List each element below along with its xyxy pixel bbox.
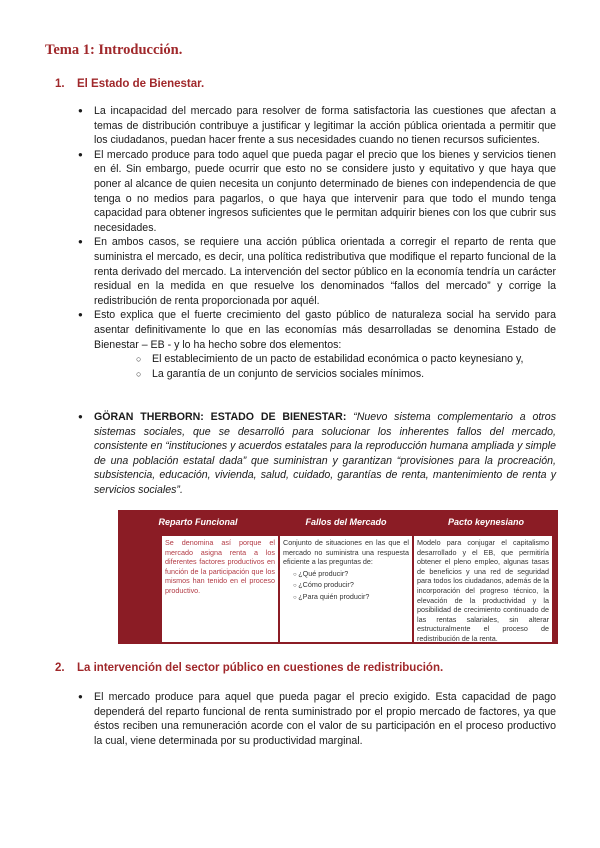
bullet-item: ● La incapacidad del mercado para resolver de forma satisfactoria las cuestiones que afectan a temas de distribución contribuye a justificar y legitimar la acción pública orientada a permitir que los ciudadanos, puedan hacer frente a sus necesidades cuando no tienen recursos suficientes. (78, 104, 556, 148)
section-2-heading (55, 662, 443, 674)
fallos-text: Conjunto de situaciones en las que el mercado no suministra una respuesta eficiente a las preguntas de: (283, 538, 409, 567)
section-2-title: La intervención del sector público en cuestiones de redistribución. (77, 662, 444, 674)
section-1-heading (55, 78, 204, 90)
bullet-item: ● El mercado produce para todo aquel que pueda pagar el precio que los bienes y servicios tienen en él. Sin embargo, puede ocurrir que esto no se considere justo y equitativo y que haya que poner al alcance de quien necesita un conjunto determinado de bienes con independencia de que tenga o no medios para pagarlos, o que haya que intervenir para que todo el mundo tenga capacidad para obtener ingresos suficientes que le permitan adquirir bienes con los que cubrir sus necesidades. (78, 148, 556, 236)
therborn-bullet (78, 410, 556, 498)
bullet-text: Esto explica que el fuerte crecimiento del gasto público de naturaleza social ha servido para asentar definitivamente lo que en las economías más desarrolladas se denomina Estado de Bienestar – EB - y lo ha hecho sobre dos elementos: (94, 309, 556, 351)
section-1-number: 1. (55, 78, 65, 90)
section-1-bullets (78, 104, 556, 381)
question-item: ○ ¿Para quién producir? (293, 592, 409, 604)
question-item: ○ ¿Cómo producir? (293, 580, 409, 592)
table-cell-pacto: Modelo para conjugar el capitalismo desarrollado y el EB, que permitiría obtener el pleno empleo, algunas tasas de beneficios y una red de seguridad para todos los ciudadanos, además de la incorporación del progreso técnico, la elevación de la productividad y la posibilidad de crecimiento continuado de las rentas salariales, sin alterar estructuralmente el proceso de redistribución de la renta. (414, 536, 552, 642)
bullet-item: ● En ambos casos, se requiere una acción pública orientada a corregir el reparto de renta que suministra el mercado, es decir, una política redistributiva que modifique el reparto funcional de la renta derivado del mercado. La intervención del sector público en la economía tendría un carácter residual en la medida en que resuelve los denominados “fallos del mercado” y corrige la redistribución de renta proporcionada por aquél. (78, 235, 556, 308)
table-cell-fallos (280, 536, 412, 642)
table-cell-reparto: Se denomina así porque el mercado asigna renta a los diferentes factores productivos en función de la participación que los mismos han tenido en el proceso productivo. (162, 536, 278, 642)
section-1-title: El Estado de Bienestar. (77, 78, 205, 90)
document-title: Tema 1: Introducción. (45, 42, 183, 58)
sub-bullet-item: ○ El establecimiento de un pacto de estabilidad económica o pacto keynesiano y, (136, 352, 556, 367)
table-header-pacto: Pacto keynesiano (447, 517, 525, 527)
sub-bullet-item: ○ La garantía de un conjunto de servicios sociales mínimos. (136, 367, 556, 382)
bullet-item: ● El mercado produce para aquel que pueda pagar el precio exigido. Esta capacidad de pago dependerá del reparto funcional de renta suministrado por el propio mercado de factores, ya que éstos reciben una remuneración acorde con el valor de su participación en el proceso productivo la cual, viene determinada por su productividad marginal. (78, 690, 556, 748)
section-2-number: 2. (55, 662, 65, 674)
fallos-questions (283, 569, 409, 604)
sub-bullets (78, 352, 556, 381)
therborn-quote: “Nuevo sistema complementario a otros sistemas sociales, que se desarrolló para solucionar los inherentes fallos del mercado, consistente en “instituciones y acuerdos estatales para la reproducción humana ampliada y simple de una población estatal dada” que suministran y garantizan “provisiones para la procreación, subsistencia, educación, vivienda, salud, cuidado, garantías de renta, mantenimiento de renta y servicios sociales”. (94, 411, 556, 496)
therborn-label: GÖRAN THERBORN: ESTADO DE BIENESTAR: (94, 411, 347, 423)
concepts-table (118, 510, 558, 644)
table-header-fallos: Fallos del Mercado (305, 517, 387, 527)
bullet-item (78, 410, 556, 498)
table-header-reparto: Reparto Funcional (158, 517, 238, 527)
section-2-bullets (78, 690, 556, 748)
question-item: ○ ¿Qué producir? (293, 569, 409, 581)
bullet-item (78, 308, 556, 381)
